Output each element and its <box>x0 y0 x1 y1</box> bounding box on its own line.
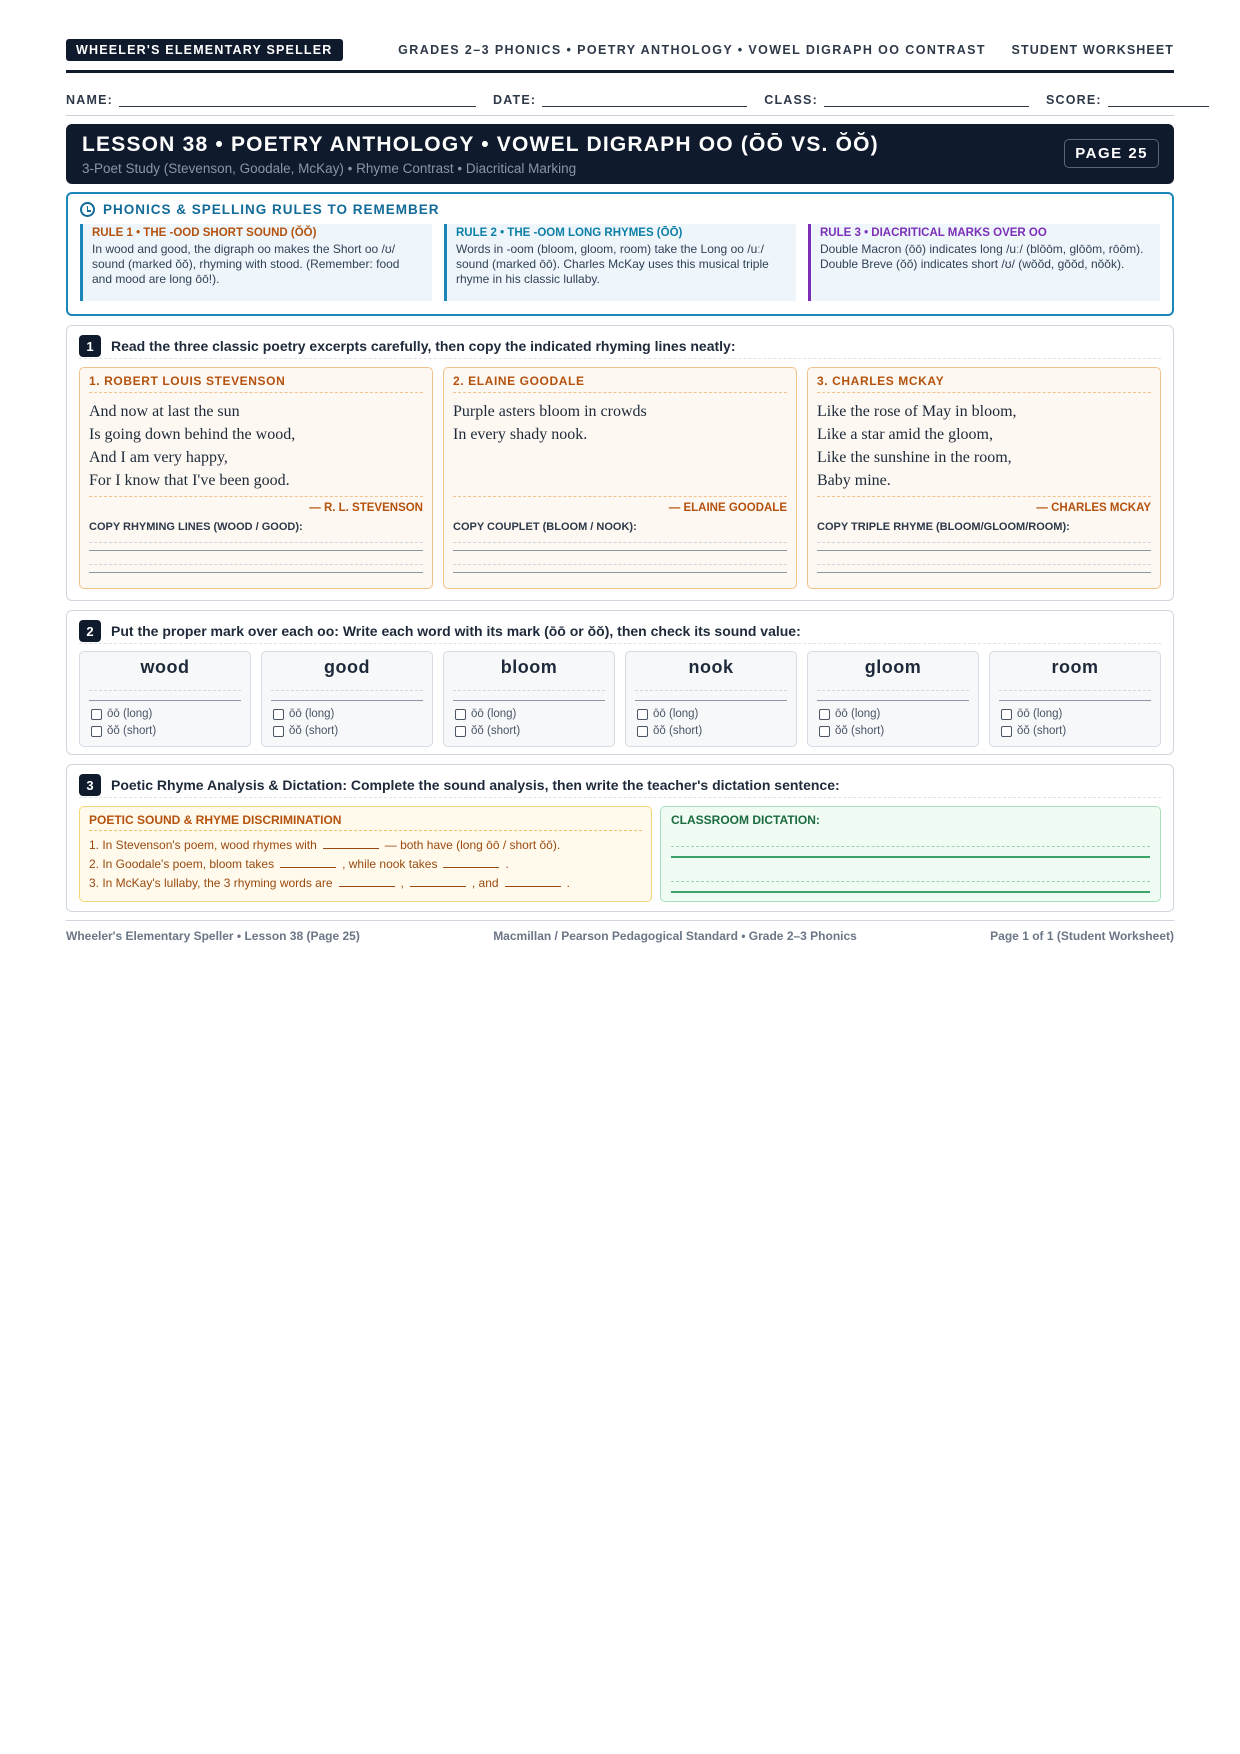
writing-line[interactable] <box>817 572 1151 573</box>
answer-blank[interactable] <box>339 875 395 887</box>
poem-attribution: — R. L. STEVENSON <box>89 496 423 514</box>
writing-guide-line <box>635 690 787 691</box>
rule-title: RULE 1 • THE -OOD SHORT SOUND (ŎŎ) <box>92 227 317 239</box>
section-2-header <box>79 619 1161 644</box>
answer-blank[interactable] <box>280 856 336 868</box>
item-text: 1. In Stevenson's poem, wood rhymes with <box>89 838 317 852</box>
option-label: ōō (long) <box>835 708 881 720</box>
footer-center: Macmillan / Pearson Pedagogical Standard • Grade 2–3 Phonics <box>493 929 857 943</box>
answer-blank[interactable] <box>443 856 499 868</box>
name-field[interactable] <box>66 93 476 107</box>
dictation-title: CLASSROOM DICTATION: <box>671 813 820 827</box>
answer-blank[interactable] <box>323 837 379 849</box>
header-divider <box>66 70 1174 73</box>
writing-guide-line <box>817 690 969 691</box>
analysis-item-2 <box>89 856 509 871</box>
item-text: , <box>400 876 404 890</box>
long-option[interactable] <box>1001 708 1062 720</box>
score-label: SCORE: <box>1045 93 1102 107</box>
dictation-box <box>660 806 1161 902</box>
long-option[interactable] <box>637 708 698 720</box>
writing-line[interactable] <box>817 550 1151 551</box>
poem-line: Like a star amid the gloom, <box>817 426 993 443</box>
writing-line[interactable] <box>671 891 1150 893</box>
poem-title: 1. ROBERT LOUIS STEVENSON <box>89 374 423 393</box>
writing-line[interactable] <box>671 856 1150 858</box>
word-label: gloom <box>864 657 922 677</box>
checkbox[interactable] <box>273 726 284 737</box>
poem-line: Like the sunshine in the room, <box>817 449 1012 466</box>
word-label: wood <box>140 657 190 677</box>
student-fields <box>66 87 1174 116</box>
writing-guide-line <box>89 564 423 565</box>
writing-line[interactable] <box>817 700 969 701</box>
name-label: NAME: <box>66 93 113 107</box>
brand-label: WHEELER'S ELEMENTARY SPELLER <box>66 39 343 61</box>
short-option[interactable] <box>273 725 338 737</box>
writing-line[interactable] <box>89 572 423 573</box>
rule-title: RULE 3 • DIACRITICAL MARKS OVER OO <box>820 227 1047 239</box>
checkbox[interactable] <box>637 709 648 720</box>
copy-instruction: COPY COUPLET (BLOOM / NOOK): <box>453 521 637 533</box>
answer-blank[interactable] <box>505 875 561 887</box>
section-2-marking <box>66 610 1174 755</box>
poem-line: For I know that I've been good. <box>89 472 290 489</box>
short-option[interactable] <box>637 725 702 737</box>
word-card <box>443 651 615 747</box>
word-cards <box>79 651 1161 747</box>
word-label: bloom <box>500 657 558 677</box>
poem-card-goodale <box>443 367 797 589</box>
section-number: 1 <box>79 335 101 357</box>
worksheet-page <box>66 0 1174 943</box>
poem-cards <box>79 367 1161 589</box>
answer-blank[interactable] <box>410 875 466 887</box>
item-text: . <box>566 876 570 890</box>
rules-heading <box>80 202 440 217</box>
long-option[interactable] <box>273 708 334 720</box>
poem-lines <box>453 400 647 446</box>
short-option[interactable] <box>819 725 884 737</box>
name-line[interactable] <box>119 94 476 107</box>
section-1-header <box>79 334 1161 359</box>
item-text: — both have (long ōō / short ŏŏ). <box>384 838 561 852</box>
writing-guide-line <box>89 690 241 691</box>
checkbox[interactable] <box>455 709 466 720</box>
section-question: Read the three classic poetry excerpts carefully, then copy the indicated rhyming lines neatly: <box>111 338 736 354</box>
analysis-title: POETIC SOUND & RHYME DISCRIMINATION <box>89 813 642 831</box>
poem-card-mckay <box>807 367 1161 589</box>
class-label: CLASS: <box>764 93 818 107</box>
word-label: nook <box>688 657 734 677</box>
checkbox[interactable] <box>637 726 648 737</box>
lesson-title-bar <box>66 124 1174 184</box>
section-3-header <box>79 773 1161 798</box>
writing-line[interactable] <box>271 700 423 701</box>
section-number: 3 <box>79 774 101 796</box>
long-option[interactable] <box>91 708 152 720</box>
writing-line[interactable] <box>453 550 787 551</box>
class-line[interactable] <box>824 94 1029 107</box>
option-label: ŏŏ (short) <box>471 725 521 737</box>
option-label: ŏŏ (short) <box>107 725 157 737</box>
poem-lines <box>817 400 1017 492</box>
rule-body: Words in -oom (bloom, gloom, room) take the Long oo /uː/ sound (marked ōō). Charles McKay uses this musical triple rhyme in his classic lullaby. <box>456 242 769 286</box>
option-label: ōō (long) <box>289 708 335 720</box>
rule-body: Double Macron (ōō) indicates long /uː/ (blōōm, glōōm, rōōm). Double Breve (ŏŏ) indicates short /ʊ/ (wŏŏd, gŏŏd, nŏŏk). <box>820 242 1144 271</box>
worksheet-kind-label: STUDENT WORKSHEET <box>1011 43 1174 57</box>
item-text: 3. In McKay's lullaby, the 3 rhyming words are <box>89 876 333 890</box>
short-option[interactable] <box>91 725 156 737</box>
writing-guide-line <box>817 542 1151 543</box>
score-line[interactable] <box>1108 94 1209 107</box>
option-label: ŏŏ (short) <box>1017 725 1067 737</box>
section-1-poetry <box>66 325 1174 601</box>
rule-card-3 <box>808 224 1160 301</box>
writing-guide-line <box>671 846 1150 847</box>
lesson-title: LESSON 38 • POETRY ANTHOLOGY • VOWEL DIGRAPH OO (ŌŌ VS. ŎŎ) <box>82 133 879 156</box>
short-option[interactable] <box>1001 725 1066 737</box>
writing-line[interactable] <box>453 700 605 701</box>
poem-title: 2. ELAINE GOODALE <box>453 374 787 393</box>
rhyme-analysis-box <box>79 806 652 902</box>
option-label: ōō (long) <box>1017 708 1063 720</box>
score-field[interactable] <box>1046 93 1209 107</box>
poem-line: And now at last the sun <box>89 403 240 420</box>
checkbox[interactable] <box>819 726 830 737</box>
copy-instruction: COPY RHYMING LINES (WOOD / GOOD): <box>89 521 303 533</box>
option-label: ŏŏ (short) <box>835 725 885 737</box>
rule-title: RULE 2 • THE -OOM LONG RHYMES (ŌŌ) <box>456 227 683 239</box>
checkbox[interactable] <box>91 726 102 737</box>
checkbox[interactable] <box>819 709 830 720</box>
word-card <box>989 651 1161 747</box>
item-text: , while nook takes <box>342 857 438 871</box>
writing-guide-line <box>999 690 1151 691</box>
item-text: 2. In Goodale's poem, bloom takes <box>89 857 275 871</box>
word-card <box>625 651 797 747</box>
grade-topic-label: GRADES 2–3 PHONICS • POETRY ANTHOLOGY • VOWEL DIGRAPH OO CONTRAST <box>398 43 986 57</box>
writing-guide-line <box>671 881 1150 882</box>
option-label: ōō (long) <box>471 708 517 720</box>
rule-card-2 <box>444 224 796 301</box>
rules-heading-text: PHONICS & SPELLING RULES TO REMEMBER <box>103 202 440 217</box>
writing-line[interactable] <box>89 700 241 701</box>
poem-attribution: — CHARLES MCKAY <box>817 496 1151 514</box>
writing-guide-line <box>453 690 605 691</box>
checkbox[interactable] <box>1001 726 1012 737</box>
item-text: , and <box>471 876 499 890</box>
writing-guide-line <box>817 564 1151 565</box>
option-label: ŏŏ (short) <box>289 725 339 737</box>
poem-line: Like the rose of May in bloom, <box>817 403 1017 420</box>
copy-instruction: COPY TRIPLE RHYME (BLOOM/GLOOM/ROOM): <box>817 521 1070 533</box>
item-text: . <box>505 857 509 871</box>
word-card <box>807 651 979 747</box>
option-label: ŏŏ (short) <box>653 725 703 737</box>
page-footer <box>66 920 1174 943</box>
analysis-item-3 <box>89 875 570 890</box>
checkbox[interactable] <box>273 709 284 720</box>
writing-line[interactable] <box>635 700 787 701</box>
analysis-item-1 <box>89 837 560 852</box>
writing-guide-line <box>453 542 787 543</box>
date-label: DATE: <box>492 93 537 107</box>
rules-row <box>80 224 1160 301</box>
checkbox[interactable] <box>455 726 466 737</box>
lesson-subtitle: 3-Poet Study (Stevenson, Goodale, McKay) • Rhyme Contrast • Diacritical Marking <box>82 161 577 176</box>
footer-left: Wheeler's Elementary Speller • Lesson 38 (Page 25) <box>66 929 360 943</box>
writing-line[interactable] <box>453 572 787 573</box>
poem-line: And I am very happy, <box>89 449 228 466</box>
section-number: 2 <box>79 620 101 642</box>
checkbox[interactable] <box>1001 709 1012 720</box>
long-option[interactable] <box>455 708 516 720</box>
writing-guide-line <box>453 564 787 565</box>
rules-box <box>66 192 1174 316</box>
rule-body: In wood and good, the digraph oo makes the Short oo /ʊ/ sound (marked ŏŏ), rhyming with stood. (Remember: food and mood are long ōō!). <box>92 242 400 286</box>
poem-title: 3. CHARLES MCKAY <box>817 374 1151 393</box>
checkbox[interactable] <box>91 709 102 720</box>
class-field[interactable] <box>764 93 1029 107</box>
poem-attribution: — ELAINE GOODALE <box>453 496 787 514</box>
long-option[interactable] <box>819 708 880 720</box>
writing-guide-line <box>271 690 423 691</box>
poem-lines <box>89 400 295 492</box>
page-badge: PAGE 25 <box>1064 139 1159 168</box>
date-line[interactable] <box>542 94 747 107</box>
option-label: ōō (long) <box>107 708 153 720</box>
writing-guide-line <box>89 542 423 543</box>
section-3-analysis <box>66 764 1174 912</box>
poem-line: Purple asters bloom in crowds <box>453 403 647 420</box>
poem-card-stevenson <box>79 367 433 589</box>
page-header <box>66 38 1174 62</box>
writing-line[interactable] <box>89 550 423 551</box>
word-card <box>261 651 433 747</box>
option-label: ōō (long) <box>653 708 699 720</box>
word-label: room <box>1051 657 1099 677</box>
footer-right: Page 1 of 1 (Student Worksheet) <box>990 929 1174 943</box>
writing-line[interactable] <box>999 700 1151 701</box>
word-label: good <box>324 657 370 677</box>
poem-line: Baby mine. <box>817 472 891 489</box>
rule-card-1 <box>80 224 432 301</box>
date-field[interactable] <box>493 93 747 107</box>
section-question: Poetic Rhyme Analysis & Dictation: Complete the sound analysis, then write the teacher's dictation sentence: <box>111 777 840 793</box>
poem-line: Is going down behind the wood, <box>89 426 296 443</box>
section-question: Put the proper mark over each oo: Write each word with its mark (ōō or ŏŏ), then check its sound value: <box>111 623 801 639</box>
word-card <box>79 651 251 747</box>
short-option[interactable] <box>455 725 520 737</box>
clock-icon <box>80 202 95 217</box>
poem-line: In every shady nook. <box>453 426 588 443</box>
